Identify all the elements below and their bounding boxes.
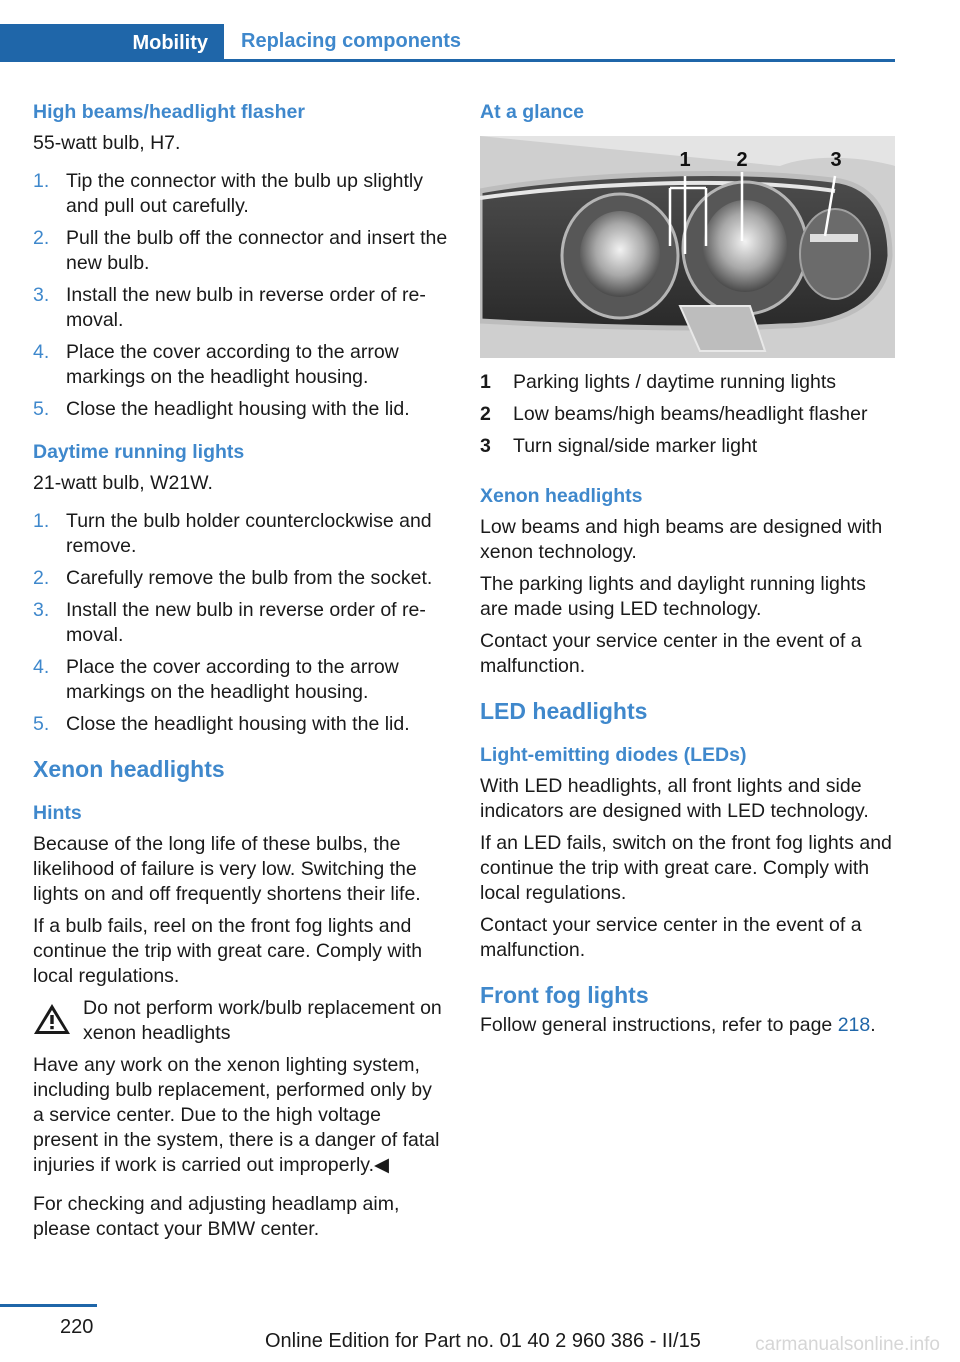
figure-label-3: 3	[830, 149, 842, 171]
high-beams-heading: High beams/headlight flasher	[33, 101, 305, 123]
xenon-paragraph-1: Low beams and high beams are designed with xenon technology.	[480, 516, 883, 563]
warning-body: Have any work on the xenon lighting system, including bulb replacement, performed only by a service center. Due to the high voltage present in the system, there is a danger of fatal injuries if work is carried out improperly.◀	[33, 1054, 440, 1176]
table-row: 2 Low beams/high beams/headlight flasher	[480, 403, 868, 425]
warning-block	[33, 996, 448, 1046]
list-item: 1. Tip the connector with the bulb up slightly and pull out carefully.	[33, 170, 423, 217]
edition-line: Online Edition for Part no. 01 40 2 960 386 - II/15	[265, 1330, 701, 1352]
high-beams-steps	[33, 169, 448, 422]
xenon-paragraph-3: Contact your service center in the event of a malfunction.	[480, 630, 862, 677]
left-column	[33, 100, 448, 1249]
xenon-heading: Xenon headlights	[33, 756, 225, 782]
high-beams-bulb: 55-watt bulb, H7.	[33, 132, 181, 154]
led-subheading: Light-emitting diodes (LEDs)	[480, 744, 747, 766]
figure-legend	[480, 370, 867, 466]
list-item: 1. Turn the bulb holder counterclockwise and remove.	[33, 510, 432, 557]
hints-paragraph-2: If a bulb fails, reel on the front fog lights and continue the trip with great care. Comply with local regulations.	[33, 915, 423, 987]
daytime-steps	[33, 509, 448, 737]
glance-heading: At a glance	[480, 101, 585, 123]
list-item: 3. Install the new bulb in reverse order of re‐moval.	[33, 284, 426, 331]
list-item: 5. Close the headlight housing with the lid.	[33, 713, 410, 735]
list-item: 4. Place the cover according to the arrow markings on the headlight housing.	[33, 341, 399, 388]
list-item: 2. Carefully remove the bulb from the socket.	[33, 567, 433, 589]
list-item: 3. Install the new bulb in reverse order of re‐moval.	[33, 599, 426, 646]
figure-label-1: 1	[679, 149, 691, 171]
daytime-bulb: 21-watt bulb, W21W.	[33, 472, 213, 494]
fog-paragraph: Follow general instructions, refer to page 218.	[480, 1014, 876, 1036]
chapter-tab: Replacing components	[241, 30, 462, 52]
xenon-subheading: Xenon headlights	[480, 485, 643, 507]
led-paragraph-1: With LED headlights, all front lights and side indicators are designed with LED technology.	[480, 775, 869, 822]
hints-heading: Hints	[33, 802, 82, 824]
figure-label-2: 2	[736, 149, 748, 171]
xenon-paragraph-2: The parking lights and daylight running lights are made using LED technology.	[480, 573, 866, 620]
watermark: carmanualsonline.info	[755, 1334, 940, 1355]
table-row: 3 Turn signal/side marker light	[480, 435, 758, 457]
right-column	[480, 100, 895, 1045]
page-link[interactable]: 218	[837, 1014, 871, 1036]
page-number: 220	[60, 1316, 94, 1338]
list-item: 2. Pull the bulb off the connector and insert the new bulb.	[33, 227, 448, 274]
led-paragraph-3: Contact your service center in the event of a malfunction.	[480, 914, 862, 961]
hints-paragraph-1: Because of the long life of these bulbs, the likelihood of failure is very low. Switching the lights on and off frequently shortens their life.	[33, 833, 421, 905]
header-rule	[0, 59, 895, 62]
section-tab: Mobility	[0, 24, 224, 62]
footer-rule	[0, 1304, 97, 1307]
led-heading: LED headlights	[480, 698, 648, 724]
list-item: 5. Close the headlight housing with the lid.	[33, 398, 410, 420]
fog-heading: Front fog lights	[480, 982, 649, 1008]
page-header	[0, 24, 895, 62]
aim-note: For checking and adjusting headlamp aim, please contact your BMW center.	[33, 1193, 400, 1240]
list-item: 4. Place the cover according to the arrow markings on the headlight housing.	[33, 656, 399, 703]
led-paragraph-2: If an LED fails, switch on the front fog lights and continue the trip with great care. Comply with local regulations.	[480, 832, 892, 904]
headlight-figure	[480, 136, 895, 358]
daytime-heading: Daytime running lights	[33, 441, 245, 463]
warning-title: Do not perform work/bulb replacement on xenon headlights	[83, 997, 442, 1044]
warning-icon	[33, 1002, 71, 1036]
table-row: 1 Parking lights / daytime running lights	[480, 371, 836, 393]
